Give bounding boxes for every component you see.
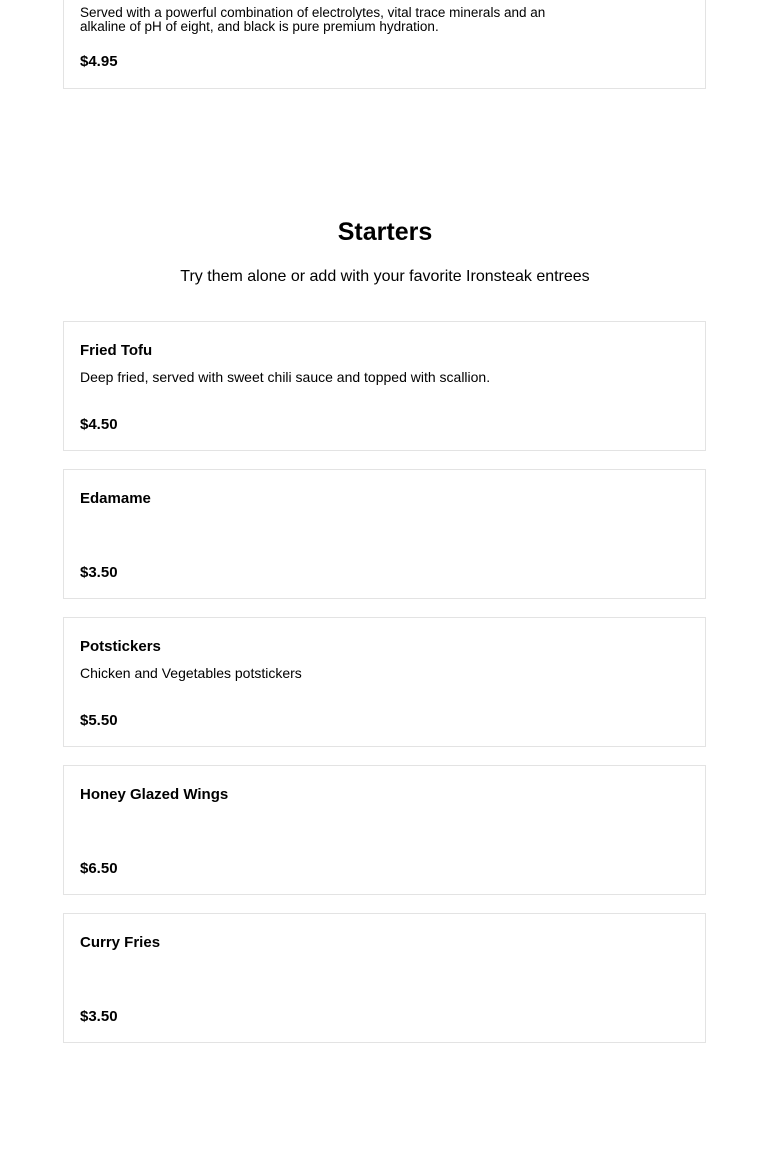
menu-item-price: $4.95 — [80, 53, 118, 70]
menu-item-description: Served with a powerful combination of electrolytes, vital trace minerals and an alkaline of pH of eight, and black is pure premium hydration. — [80, 5, 546, 34]
menu-item-name: Potstickers — [80, 638, 161, 655]
menu-item-description: Deep fried, served with sweet chili sauce and topped with scallion. — [80, 369, 491, 385]
menu-item-price: $4.50 — [80, 416, 118, 433]
menu-item-name: Honey Glazed Wings — [80, 786, 229, 803]
section-title: Starters — [337, 218, 433, 246]
menu-item-card[interactable] — [63, 0, 706, 89]
menu-item-card[interactable] — [63, 765, 706, 895]
menu-item-card[interactable] — [63, 617, 706, 747]
menu-item-name: Edamame — [80, 490, 151, 507]
menu-item-price: $3.50 — [80, 1008, 118, 1025]
section-subtitle: Try them alone or add with your favorite Ironsteak entrees — [180, 268, 590, 285]
menu-item-card[interactable] — [63, 913, 706, 1043]
menu-item-price: $3.50 — [80, 564, 118, 581]
menu-item-price: $5.50 — [80, 712, 118, 729]
menu-item-name: Curry Fries — [80, 934, 161, 951]
menu-item-price: $6.50 — [80, 860, 118, 877]
menu-item-description: Chicken and Vegetables potstickers — [80, 665, 302, 681]
menu-item-card[interactable] — [63, 469, 706, 599]
menu-item-name: Fried Tofu — [80, 342, 153, 359]
menu-item-card[interactable] — [63, 321, 706, 451]
